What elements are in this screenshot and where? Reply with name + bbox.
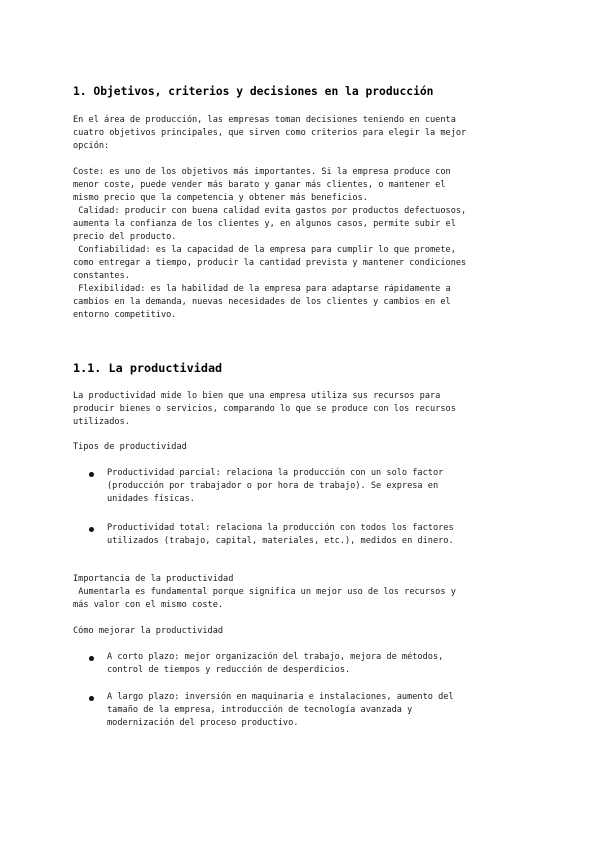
section-1-intro: En el área de producción, las empresas toman decisiones teniendo en cuenta cuatro objetivos principales, que sirven como criterios para elegir la mejor opción: bbox=[73, 115, 467, 151]
bullet-dot-icon bbox=[89, 656, 94, 661]
section-1-1-heading: 1.1. La productividad bbox=[73, 361, 223, 375]
objectives-list: Coste: es uno de los objetivos más importantes. Si la empresa produce con menor coste, puede vender más barato y ganar más clientes, o mantener el mismo precio que la competencia y obtener más beneficios. Calidad: producir con buena calidad evita gastos por productos defectuosos, aumenta la confianza de los clientes y, en algunos casos, permite subir el precio del producto. Confiabilidad: es la capacidad de la empresa para cumplir lo que promete, como entregar a tiempo, producir la cantidad prevista y mantener condiciones constantes. Flexibilidad: es la habilidad de la empresa para adaptarse rápidamente a cambios en la demanda, nuevas necesidades de los clientes y cambios en el entorno competitivo. bbox=[73, 167, 467, 320]
types-label: Tipos de productividad bbox=[73, 442, 187, 452]
bullet-text: Productividad parcial: relaciona la producción con un solo factor (producción por trabajador o por hora de trabajo). Se expresa en unidades físicas. bbox=[107, 468, 444, 505]
bullet-text: A corto plazo: mejor organización del trabajo, mejora de métodos, control de tiempos y reducción de desperdicios. bbox=[107, 652, 444, 676]
bullet-dot-icon bbox=[89, 696, 94, 701]
importance-block: Importancia de la productividad Aumentarla es fundamental porque significa un mejor uso de los recursos y más valor con el mismo coste. bbox=[73, 574, 456, 610]
bullet-text: A largo plazo: inversión en maquinaria e instalaciones, aumento del tamaño de la empresa, introducción de tecnología avanzada y modernización del proceso productivo. bbox=[107, 692, 454, 729]
section-1-heading: 1. Objetivos, criterios y decisiones en la producción bbox=[73, 85, 434, 98]
productivity-intro: La productividad mide lo bien que una empresa utiliza sus recursos para producir bienes o servicios, comparando lo que se produce con los recursos utilizados. bbox=[73, 391, 456, 427]
improve-label: Cómo mejorar la productividad bbox=[73, 626, 224, 636]
bullet-dot-icon bbox=[89, 527, 94, 532]
bullet-dot-icon bbox=[89, 472, 94, 477]
bullet-text: Productividad total: relaciona la producción con todos los factores utilizados (trabajo, capital, materiales, etc.), medidos en dinero. bbox=[107, 523, 454, 547]
